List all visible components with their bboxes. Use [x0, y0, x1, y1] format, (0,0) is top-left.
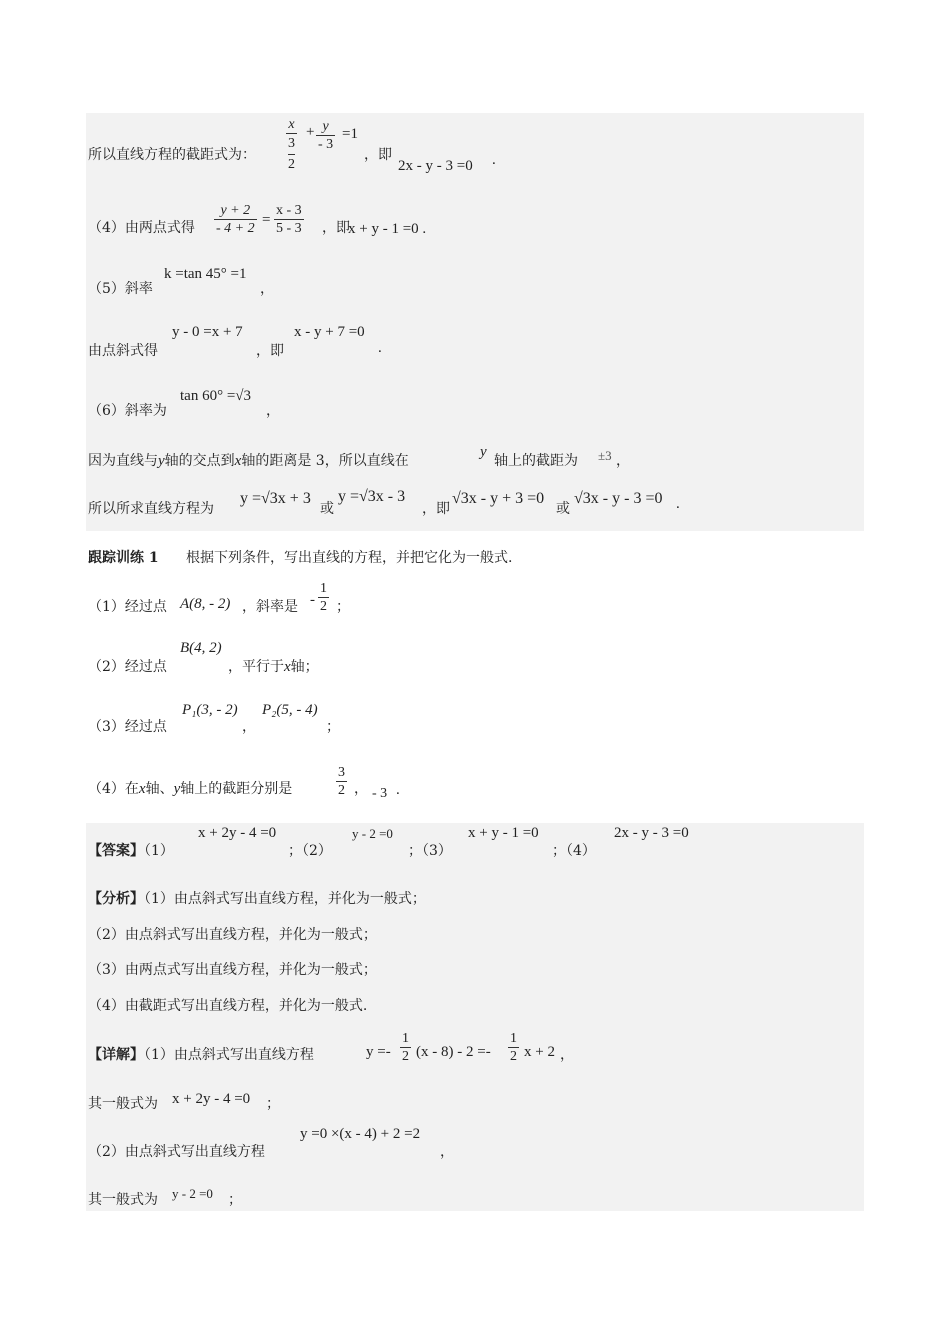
text: ，斜率是: [242, 599, 298, 615]
text: ，: [616, 453, 630, 469]
equation: y =0 ×(x - 4) + 2 =2: [300, 1126, 421, 1142]
text: （3）经过点: [88, 719, 167, 735]
equation: y - 2 =0: [172, 1186, 213, 1201]
text: ，即: [322, 220, 350, 236]
equation: y =-: [366, 1044, 391, 1060]
text: ；: [326, 719, 340, 735]
point: P₁(3, - 2): [182, 702, 238, 718]
plus-minus-3: ±3: [598, 448, 612, 463]
text: ，平行于x轴；: [228, 659, 319, 675]
text: ；（3）: [408, 843, 452, 859]
text: （4）由截距式写出直线方程，并化为一般式.: [88, 998, 368, 1014]
text: 因为直线与y轴的交点到x轴的距离是 3，所以直线在: [88, 453, 409, 469]
fraction-x-over-3-2: x 3 2: [288, 117, 295, 172]
fraction: $\frac{3}{2}$: [338, 765, 345, 798]
fraction: $\frac{y + 2}{- 4 + 2}$: [216, 203, 255, 236]
text: （3）由两点式写出直线方程，并化为一般式；: [88, 962, 377, 978]
text: ，即: [422, 501, 450, 517]
text: 或: [556, 501, 570, 517]
point: P₂(5, - 4): [262, 702, 318, 718]
equation: 2x - y - 3 =0: [614, 825, 689, 841]
equation: y =√3x - 3: [338, 488, 406, 505]
equation: tan 60° =√3: [180, 388, 252, 404]
equation: √3x - y - 3 =0: [574, 490, 663, 507]
text: 【分析】（1）由点斜式写出直线方程，并化为一般式；: [88, 891, 426, 907]
equation: (x - 8) - 2 =-: [416, 1044, 491, 1060]
text: 【答案】（1）: [88, 843, 174, 859]
text: （2）由点斜式写出直线方程，并化为一般式；: [88, 927, 377, 943]
fraction: $\frac{1}{2}$: [510, 1031, 517, 1064]
text: （2）经过点: [88, 659, 167, 675]
text: ，即: [364, 147, 392, 163]
period: .: [676, 496, 680, 512]
text: ，: [266, 403, 280, 419]
text: （4）由两点式得: [88, 220, 195, 236]
text: ；: [266, 1096, 280, 1112]
minus: -: [310, 592, 315, 608]
text: ；: [228, 1192, 242, 1208]
text: 由点斜式得: [88, 343, 158, 359]
equation: y - 0 =x + 7: [172, 324, 243, 340]
plus: +: [306, 124, 315, 140]
point: B(4, 2): [180, 640, 222, 656]
text: ，: [354, 781, 368, 797]
equation: √3x - y + 3 =0: [452, 490, 545, 507]
fraction: $\frac{x - 3}{5 - 3}$: [276, 203, 302, 236]
text: （6）斜率为: [88, 403, 167, 419]
text: ，: [242, 719, 256, 735]
equation: k =tan 45° =1: [164, 266, 247, 282]
equation: y - 2 =0: [352, 826, 393, 841]
equation: x + y - 1 =0 .: [348, 221, 427, 237]
text: 其一般式为: [88, 1192, 158, 1208]
equation: x + 2y - 4 =0: [198, 825, 277, 841]
text: 所以所求直线方程为: [88, 501, 214, 517]
period: .: [378, 340, 382, 356]
text: ，: [260, 281, 274, 297]
text: 所以直线方程的截距式为：: [88, 147, 256, 163]
text: ；: [336, 599, 350, 615]
value: - 3: [372, 786, 388, 801]
equation: y =√3x + 3: [240, 490, 311, 507]
fraction-y-over-minus3: $\frac{y}{- 3}$: [318, 119, 334, 152]
fraction: $\frac{1}{2}$: [320, 581, 327, 614]
text: （5）斜率: [88, 281, 153, 297]
point: A(8, - 2): [180, 596, 231, 612]
exercise-prompt: 根据下列条件，写出直线的方程，并把它化为一般式.: [186, 550, 513, 566]
text: ，: [440, 1144, 454, 1160]
fraction: $\frac{1}{2}$: [402, 1031, 409, 1064]
text: 轴上的截距为: [494, 453, 578, 469]
exercise-title: 跟踪训练 1: [88, 550, 159, 566]
text: 其一般式为: [88, 1096, 158, 1112]
text: （1）经过点: [88, 599, 167, 615]
text: （4）在x轴、y轴上的截距分别是: [88, 781, 293, 797]
equation: x - y + 7 =0: [294, 324, 365, 340]
eq-one: =1: [342, 126, 358, 142]
equation: x + 2y - 4 =0: [172, 1091, 251, 1107]
equation: x + y - 1 =0: [468, 825, 539, 841]
text: 【详解】（1）由点斜式写出直线方程: [88, 1047, 314, 1063]
text: ；（4）: [552, 843, 596, 859]
period: .: [492, 152, 496, 168]
text: 或: [320, 501, 334, 517]
text: （2）由点斜式写出直线方程: [88, 1144, 265, 1160]
equation: 2x - y - 3 =0: [398, 158, 473, 174]
period: .: [396, 782, 400, 798]
text: ，即: [256, 343, 284, 359]
equals: =: [262, 212, 271, 228]
equation: x + 2: [524, 1044, 555, 1060]
y-var: y: [480, 444, 487, 460]
text: ；（2）: [288, 843, 332, 859]
text: ，: [560, 1047, 574, 1063]
